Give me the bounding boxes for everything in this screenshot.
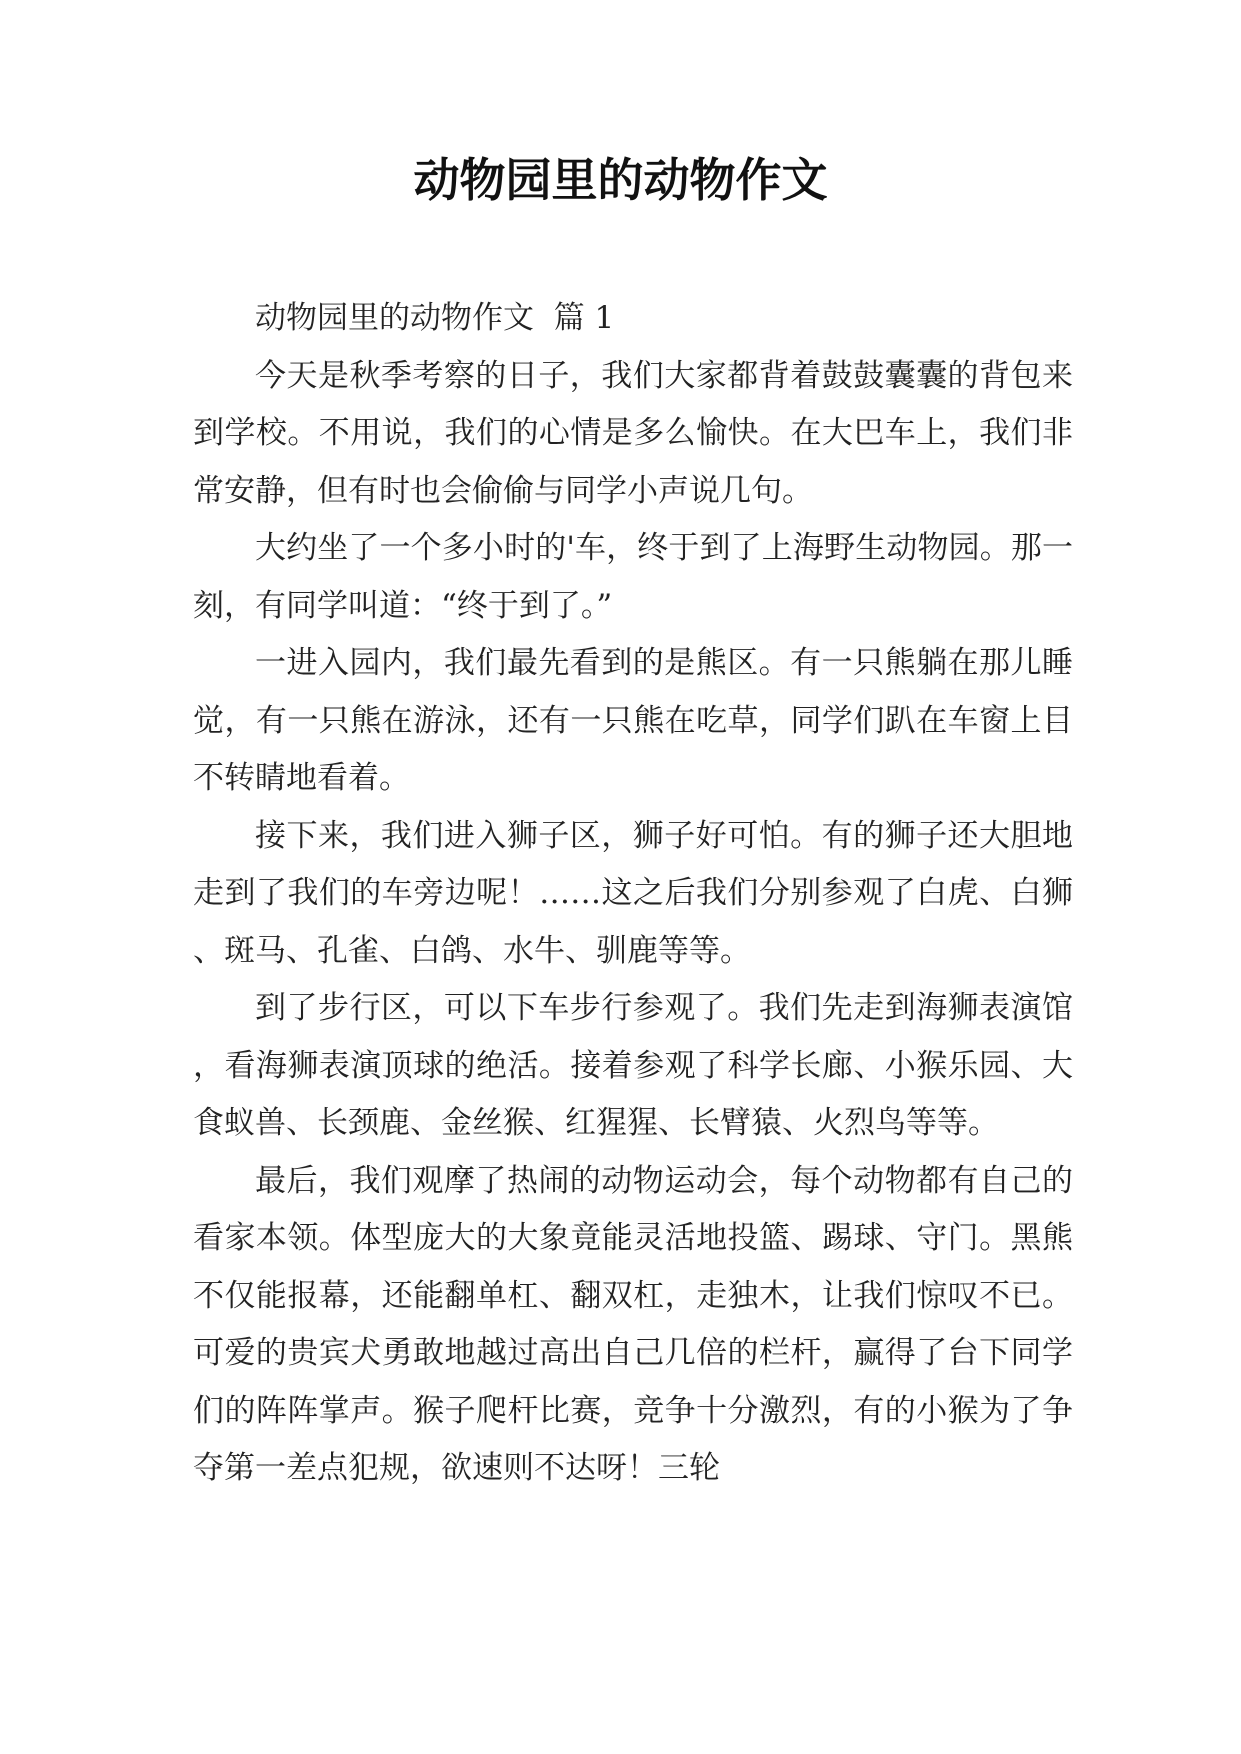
paragraph-3: 一进入园内，我们最先看到的是熊区。有一只熊躺在那儿睡觉，有一只熊在游泳，还有一只熊在吃草，同学们趴在车窗上目不转睛地看着。 bbox=[193, 645, 1073, 796]
section-heading: 动物园里的动物作文 篇 1 bbox=[255, 300, 615, 336]
paragraph-2: 大约坐了一个多小时的'车，终于到了上海野生动物园。那一刻，有同学叫道：“终于到了。” bbox=[193, 530, 1073, 624]
paragraph-6: 最后，我们观摩了热闹的动物运动会，每个动物都有自己的看家本领。体型庞大的大象竟能灵活地投篮、踢球、守门。黑熊不仅能报幕，还能翻单杠、翻双杠，走独木，让我们惊叹不已。可爱的贵宾犬勇敢地越过高出自己几倍的栏杆，赢得了台下同学们的阵阵掌声。猴子爬杆比赛，竞争十分激烈，有的小猴为了争夺第一差点犯规，欲速则不达呀！三轮 bbox=[193, 1162, 1073, 1486]
paragraph-1: 今天是秋季考察的日子，我们大家都背着鼓鼓囊囊的背包来到学校。不用说，我们的心情是多么愉快。在大巴车上，我们非常安静，但有时也会偷偷与同学小声说几句。 bbox=[193, 357, 1073, 509]
paragraph-5: 到了步行区，可以下车步行参观了。我们先走到海狮表演馆，看海狮表演顶球的绝活。接着参观了科学长廊、小猴乐园、大食蚁兽、长颈鹿、金丝猴、红猩猩、长臂猿、火烈鸟等等。 bbox=[193, 990, 1073, 1141]
document-body bbox=[193, 290, 1073, 1498]
document-title: 动物园里的动物作文 bbox=[413, 153, 828, 207]
paragraph-4: 接下来，我们进入狮子区，狮子好可怕。有的狮子还大胆地走到了我们的车旁边呢！……这之后我们分别参观了白虎、白狮、斑马、孔雀、白鸽、水牛、驯鹿等等。 bbox=[193, 817, 1073, 969]
